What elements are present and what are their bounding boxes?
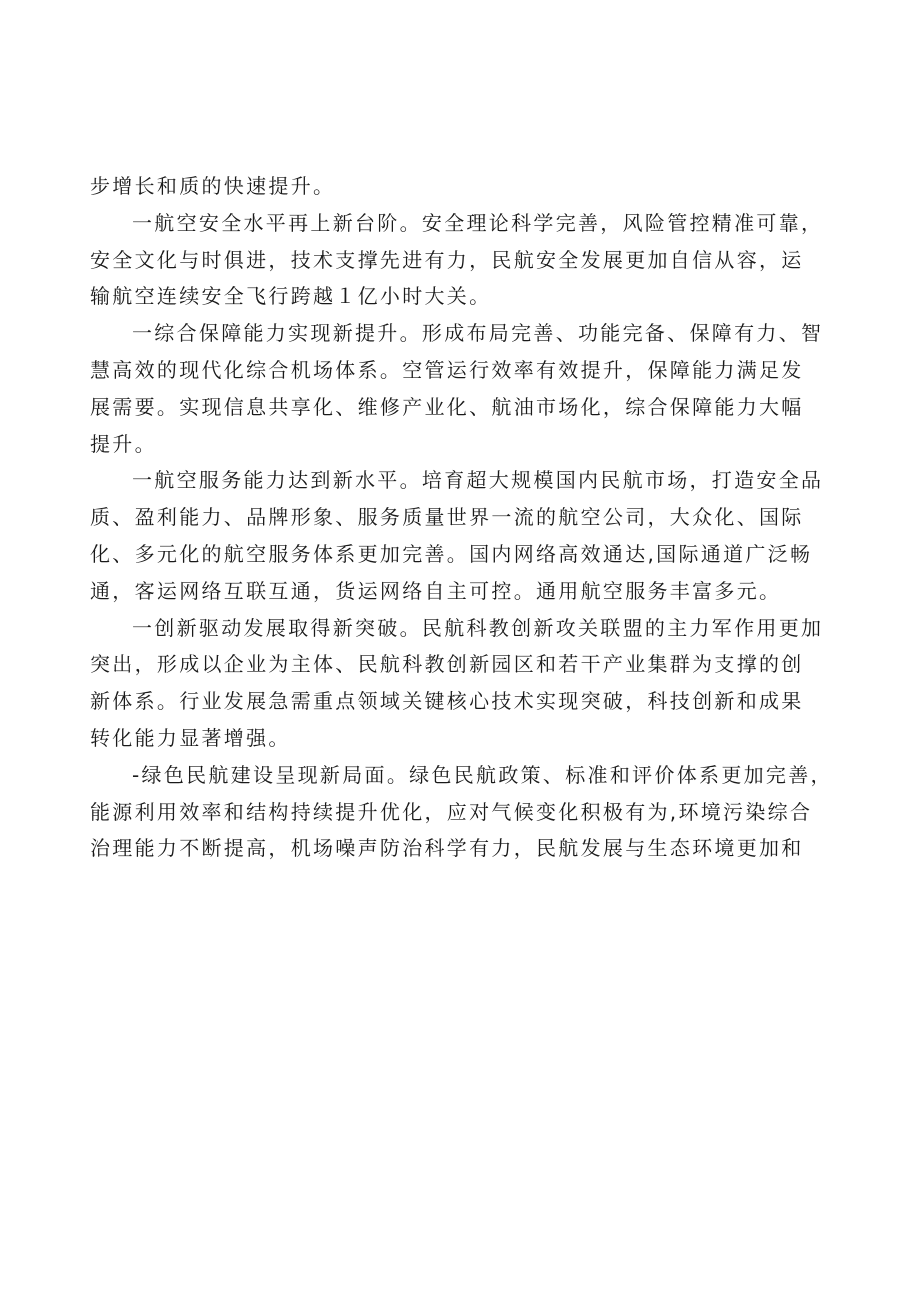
- text-line: 输航空连续安全飞行跨越１亿小时大关。: [90, 284, 492, 309]
- text-line: 安全文化与时俱进，技术支撑先进有力，民航安全发展更加自信从容，运: [90, 247, 804, 272]
- body-text: [90, 168, 842, 867]
- text-line: 一航空安全水平再上新台阶。安全理论科学完善，风险管控精准可靠，: [132, 210, 824, 235]
- text-line: 通，客运网络互联互通，货运网络自主可控。通用航空服务丰富多元。: [90, 578, 782, 603]
- text-line: 突出，形成以企业为主体、民航科教创新园区和若干产业集群为支撑的创: [90, 652, 804, 677]
- paragraph-innovation: [90, 610, 842, 757]
- text-line: 转化能力显著增强。: [90, 725, 291, 750]
- text-line: 化、多元化的航空服务体系更加完善。国内网络高效通达,国际通道广泛畅: [90, 541, 813, 566]
- text-line: 提升。: [90, 431, 157, 456]
- text-line: 质、盈利能力、品牌形象、服务质量世界一流的航空公司，大众化、国际: [90, 505, 804, 530]
- paragraph-continuation: [90, 168, 842, 205]
- text-line: 慧高效的现代化综合机场体系。空管运行效率有效提升，保障能力满足发: [90, 357, 804, 382]
- text-line: 能源利用效率和结构持续提升优化，应对气候变化积极有为,环境污染综合: [90, 799, 813, 824]
- paragraph-aviation-safety: [90, 205, 842, 315]
- text-line: -绿色民航建设呈现新局面。绿色民航政策、标准和评价体系更加完善，: [132, 762, 833, 787]
- paragraph-service-capacity: [90, 462, 842, 609]
- paragraph-support-capacity: [90, 315, 842, 462]
- text-line: 治理能力不断提高，机场噪声防治科学有力，民航发展与生态环境更加和: [90, 836, 804, 861]
- text-line: 展需要。实现信息共享化、维修产业化、航油市场化，综合保障能力大幅: [90, 394, 804, 419]
- text-line: 一航空服务能力达到新水平。培育超大规模国内民航市场，打造安全品: [132, 468, 824, 493]
- text-line: 一创新驱动发展取得新突破。民航科教创新攻关联盟的主力军作用更加: [132, 615, 824, 640]
- text-line: 新体系。行业发展急需重点领域关键核心技术实现突破，科技创新和成果: [90, 689, 804, 714]
- paragraph-green-aviation: [90, 757, 842, 867]
- text-line: 一综合保障能力实现新提升。形成布局完善、功能完备、保障有力、智: [132, 321, 824, 346]
- text-line: 步增长和质的快速提升。: [90, 174, 336, 198]
